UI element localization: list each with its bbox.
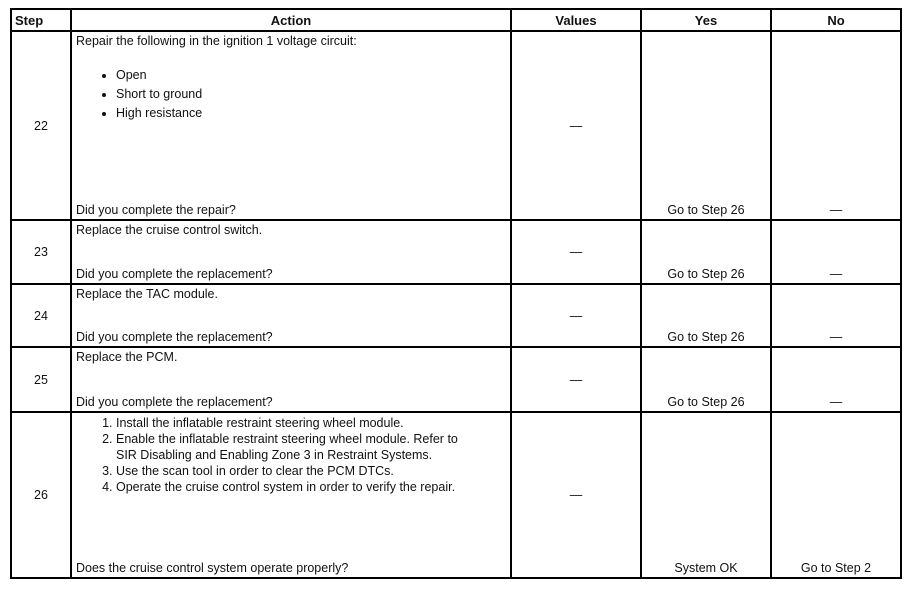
- header-no: No: [771, 9, 901, 31]
- action-text: Replace the cruise control switch.: [76, 223, 263, 237]
- action-cell: [71, 220, 511, 284]
- no-cell: Go to Step 2: [771, 412, 901, 578]
- yes-cell: Go to Step 26: [641, 31, 771, 220]
- action-text: Replace the TAC module.: [76, 287, 218, 301]
- no-cell: —: [771, 347, 901, 412]
- action-question: Did you complete the repair?: [76, 203, 236, 217]
- action-cell: [71, 31, 511, 220]
- step-number: 23: [11, 220, 71, 284]
- action-question: Did you complete the replacement?: [76, 330, 273, 344]
- step-number: 25: [11, 347, 71, 412]
- action-cell: [71, 284, 511, 347]
- table-row: [11, 284, 901, 347]
- values-cell: —: [511, 31, 641, 220]
- action-cell: [71, 347, 511, 412]
- list-item: 2. Enable the inflatable restraint steering wheel module. Refer to SIR Disabling and Enabling Zone 3 in Restraint Systems.: [116, 431, 466, 463]
- step-number: 26: [11, 412, 71, 578]
- header-values: Values: [511, 9, 641, 31]
- action-question: Does the cruise control system operate properly?: [76, 561, 349, 575]
- numbered-list: [76, 415, 506, 495]
- table-row: [11, 412, 901, 578]
- table-row: [11, 220, 901, 284]
- action-cell: [71, 412, 511, 578]
- no-cell: —: [771, 220, 901, 284]
- header-step: Step: [11, 9, 71, 31]
- values-cell: —: [511, 412, 641, 578]
- list-item: • Open: [116, 66, 506, 85]
- no-cell: —: [771, 31, 901, 220]
- values-cell: —: [511, 347, 641, 412]
- diagnostic-table: [10, 8, 902, 579]
- action-text: Replace the PCM.: [76, 350, 178, 364]
- list-item: • Short to ground: [116, 85, 506, 104]
- header-row: [11, 9, 901, 31]
- yes-cell: Go to Step 26: [641, 284, 771, 347]
- step-number: 22: [11, 31, 71, 220]
- table-row: [11, 31, 901, 220]
- yes-cell: Go to Step 26: [641, 220, 771, 284]
- header-action: Action: [71, 9, 511, 31]
- action-question: Did you complete the replacement?: [76, 267, 273, 281]
- list-item: 4. Operate the cruise control system in order to verify the repair.: [116, 479, 466, 495]
- step-number: 24: [11, 284, 71, 347]
- action-question: Did you complete the replacement?: [76, 395, 273, 409]
- values-cell: —: [511, 220, 641, 284]
- action-text: Repair the following in the ignition 1 voltage circuit:: [76, 34, 357, 48]
- yes-cell: Go to Step 26: [641, 347, 771, 412]
- yes-cell: System OK: [641, 412, 771, 578]
- list-item: 1. Install the inflatable restraint steering wheel module.: [116, 415, 466, 431]
- table-row: [11, 347, 901, 412]
- no-cell: —: [771, 284, 901, 347]
- list-item: • High resistance: [116, 104, 506, 123]
- bullet-list: [76, 66, 506, 123]
- list-item: 3. Use the scan tool in order to clear the PCM DTCs.: [116, 463, 466, 479]
- header-yes: Yes: [641, 9, 771, 31]
- values-cell: —: [511, 284, 641, 347]
